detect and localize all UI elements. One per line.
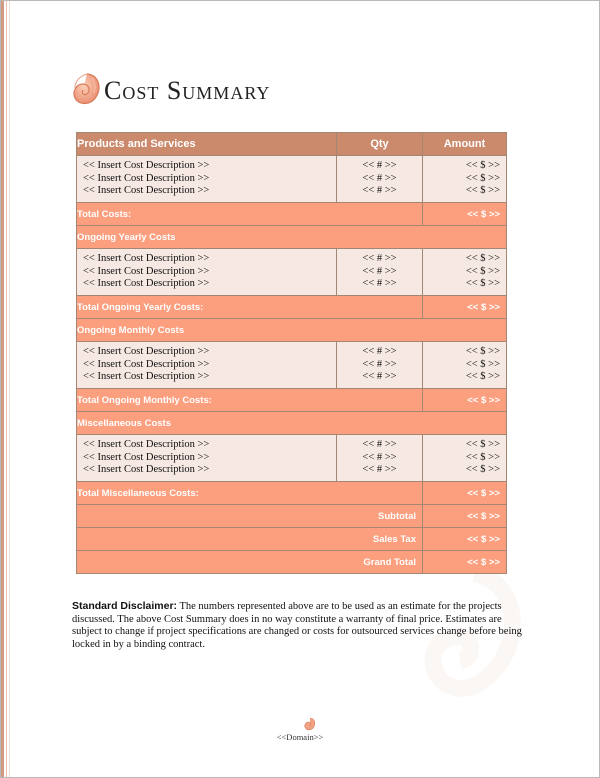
grand-total-row [77,551,507,574]
table-row [77,156,507,203]
total-value: << $ >> [423,296,507,319]
qty-value: << # >> [362,451,397,463]
cost-description: << Insert Cost Description >> [83,346,210,358]
qty-value: << # >> [362,358,397,370]
qty-value: << # >> [362,160,397,172]
amount-value: << $ >> [465,160,500,172]
cost-description: << Insert Cost Description >> [83,278,210,290]
section-heading-row [77,226,507,249]
amount-value: << $ >> [465,464,500,476]
disclaimer-lead: Standard Disclaimer: [72,600,178,612]
sales-tax-label: Sales Tax [77,528,423,551]
total-row [77,389,507,412]
total-row [77,296,507,319]
amount-cell [423,342,507,389]
subtotal-value: << $ >> [423,505,507,528]
qty-value: << # >> [362,346,397,358]
sales-tax-row [77,528,507,551]
decorative-border [1,1,4,777]
description-cell [77,435,337,482]
amount-value: << $ >> [465,185,500,197]
amount-cell [423,435,507,482]
total-label: Total Ongoing Monthly Costs: [77,389,423,412]
qty-cell [337,435,423,482]
total-value: << $ >> [423,389,507,412]
amount-cell [423,249,507,296]
qty-cell [337,249,423,296]
page-title: Cost Summary [104,76,271,105]
amount-value: << $ >> [465,172,500,184]
cost-description: << Insert Cost Description >> [83,172,210,184]
table-row [77,342,507,389]
cost-description: << Insert Cost Description >> [83,265,210,277]
subtotal-label: Subtotal [77,505,423,528]
decorative-border [6,1,7,777]
description-cell [77,249,337,296]
qty-value: << # >> [362,172,397,184]
nautilus-shell-icon [72,72,102,106]
section-heading: Ongoing Monthly Costs [77,319,507,342]
amount-value: << $ >> [465,439,500,451]
section-heading-row [77,412,507,435]
footer-shell-icon [304,717,316,731]
section-heading: Ongoing Yearly Costs [77,226,507,249]
qty-value: << # >> [362,265,397,277]
total-value: << $ >> [423,482,507,505]
cost-description: << Insert Cost Description >> [83,464,210,476]
total-label: Total Costs: [77,203,423,226]
total-label: Total Miscellaneous Costs: [77,482,423,505]
amount-value: << $ >> [465,451,500,463]
footer-domain: <<Domain>> [276,732,324,742]
qty-value: << # >> [362,185,397,197]
total-row [77,482,507,505]
total-row [77,203,507,226]
grand-total-value: << $ >> [423,551,507,574]
amount-cell [423,156,507,203]
cost-table [76,132,507,574]
description-cell [77,342,337,389]
table-header-row [77,133,507,156]
description-cell [77,156,337,203]
header-amount: Amount [423,133,507,156]
qty-cell [337,342,423,389]
amount-value: << $ >> [465,278,500,290]
amount-value: << $ >> [465,371,500,383]
header-products: Products and Services [77,133,337,156]
amount-value: << $ >> [465,253,500,265]
grand-total-label: Grand Total [77,551,423,574]
amount-value: << $ >> [465,358,500,370]
qty-value: << # >> [362,439,397,451]
cost-description: << Insert Cost Description >> [83,439,210,451]
section-heading-row [77,319,507,342]
disclaimer-body: The numbers represented above are to be used as an estimate for the projects discussed. The above Cost Summary does in no way constitute a warranty of final price. Estimates are subject to change if project specifications are changed or costs for outsourced services change before being locked in by a binding contract. [72,601,522,650]
disclaimer [72,600,522,651]
decorative-border [9,1,10,777]
section-heading: Miscellaneous Costs [77,412,507,435]
total-label: Total Ongoing Yearly Costs: [77,296,423,319]
cost-description: << Insert Cost Description >> [83,185,210,197]
cost-description: << Insert Cost Description >> [83,160,210,172]
table-row [77,249,507,296]
header-qty: Qty [337,133,423,156]
qty-value: << # >> [362,371,397,383]
qty-value: << # >> [362,464,397,476]
cost-description: << Insert Cost Description >> [83,253,210,265]
sales-tax-value: << $ >> [423,528,507,551]
table-row [77,435,507,482]
cost-description: << Insert Cost Description >> [83,371,210,383]
amount-value: << $ >> [465,346,500,358]
amount-value: << $ >> [465,265,500,277]
cost-description: << Insert Cost Description >> [83,451,210,463]
total-value: << $ >> [423,203,507,226]
subtotal-row [77,505,507,528]
cost-description: << Insert Cost Description >> [83,358,210,370]
qty-value: << # >> [362,278,397,290]
qty-cell [337,156,423,203]
qty-value: << # >> [362,253,397,265]
